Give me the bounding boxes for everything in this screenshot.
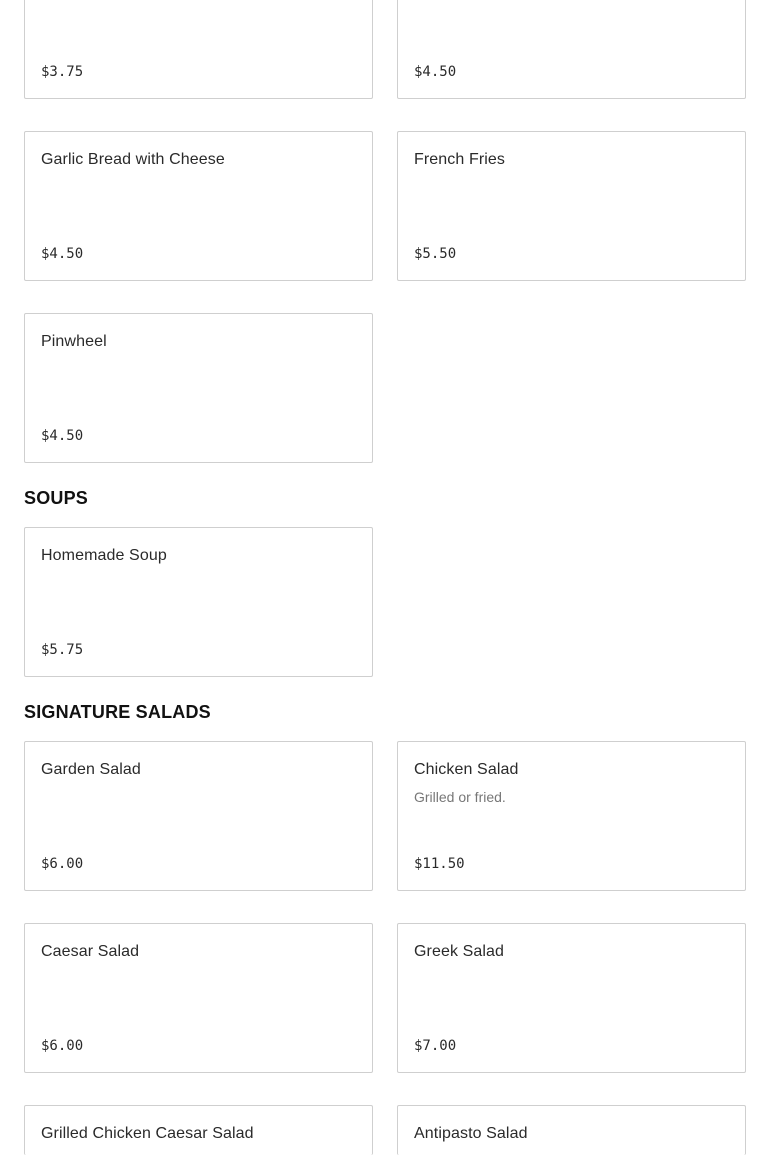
menu-item-card[interactable] [397, 1105, 746, 1155]
item-name: Garlic Bread with Cheese [41, 151, 225, 168]
item-price: $5.50 [414, 246, 457, 262]
item-price: $3.75 [41, 64, 84, 80]
item-name: Greek Salad [414, 943, 505, 960]
menu-item-card[interactable] [397, 741, 746, 891]
menu-item-card[interactable] [397, 0, 746, 99]
menu-item-card[interactable] [24, 527, 373, 677]
item-name: Antipasto Salad [414, 1125, 528, 1142]
item-name: Grilled Chicken Caesar Salad [41, 1125, 254, 1142]
item-name: French Fries [414, 151, 505, 168]
item-name: Chicken Salad [414, 761, 519, 778]
item-price: $4.50 [414, 64, 457, 80]
item-name: Garden Salad [41, 761, 141, 778]
item-price: $4.50 [41, 428, 84, 444]
item-price: $6.00 [41, 1038, 84, 1054]
item-price: $7.00 [414, 1038, 457, 1054]
menu-item-card[interactable] [24, 923, 373, 1073]
menu-item-card[interactable] [24, 313, 373, 463]
item-price: $6.00 [41, 856, 84, 872]
item-price: $4.50 [41, 246, 84, 262]
item-price: $11.50 [414, 856, 465, 872]
item-name: Caesar Salad [41, 943, 140, 960]
menu-item-card[interactable] [24, 0, 373, 99]
section-title-signature-salads: SIGNATURE SALADS [24, 702, 211, 722]
menu-item-card[interactable] [24, 741, 373, 891]
menu-item-card[interactable] [397, 131, 746, 281]
item-price: $5.75 [41, 642, 84, 658]
menu-item-card[interactable] [24, 1105, 373, 1155]
item-description: Grilled or fried. [414, 789, 506, 805]
item-name: Pinwheel [41, 333, 107, 350]
menu-item-card[interactable] [24, 131, 373, 281]
menu-item-card[interactable] [397, 923, 746, 1073]
item-name: Homemade Soup [41, 547, 167, 564]
section-title-soups: SOUPS [24, 488, 89, 508]
